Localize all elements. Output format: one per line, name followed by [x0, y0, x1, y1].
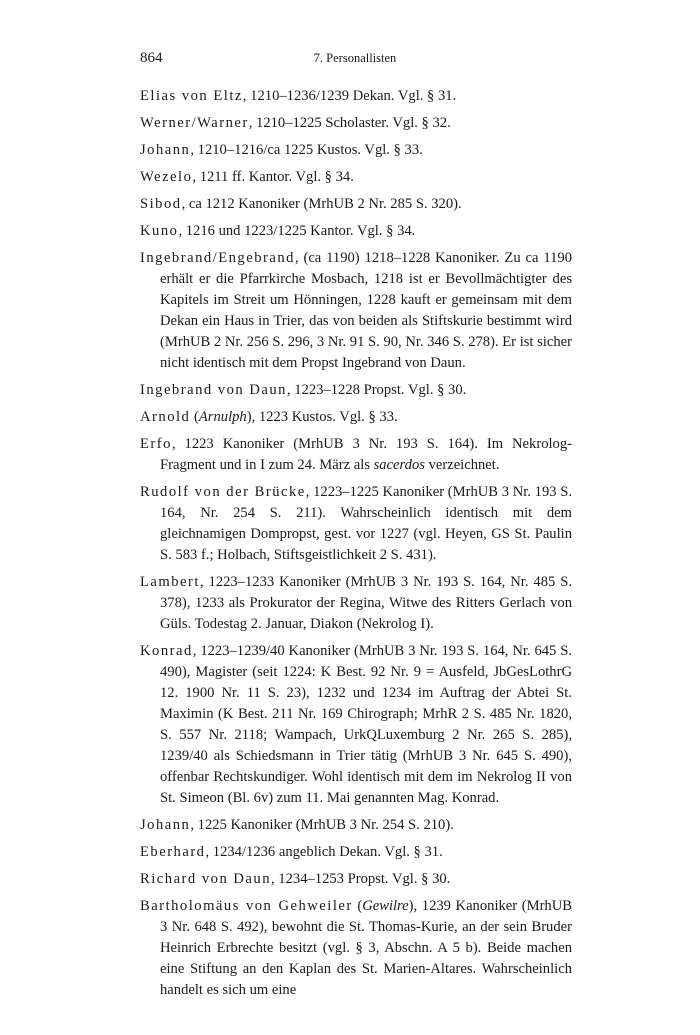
entry-name: Werner/Warner	[140, 115, 249, 131]
entry-text: , 1211 ff. Kantor. Vgl. § 34.	[192, 169, 354, 185]
entry-text: ), 1239 Kanoniker (MrhUB 3 Nr. 648 S. 492), bewohnt die St. Thomas-Kurie, an der sein Bruder Heinrich Erbrechte besitzt (vgl. § 3, Abschn. A 5 b). Beide machen eine Stiftung an den Kaplan des St. Marien-Altares. Wahrscheinlich handelt es sich um eine	[160, 898, 572, 998]
list-entry	[140, 482, 572, 566]
entry-text: , 1223–1233 Kanoniker (MrhUB 3 Nr. 193 S. 164, Nr. 485 S. 378), 1233 als Prokurator der Regina, Witwe des Ritters Gerlach von Güls. Todestag 2. Januar, Diakon (Nekrolog I).	[160, 574, 572, 632]
list-entry	[140, 869, 572, 890]
list-entry	[140, 815, 572, 836]
entry-name: Elias von Eltz	[140, 88, 243, 104]
entry-name: Arnold	[140, 409, 191, 425]
entry-text-pre: (	[190, 409, 199, 425]
entry-name: Erfo	[140, 436, 172, 452]
list-entry	[140, 842, 572, 863]
entry-name: Bartholomäus von Gehweiler	[140, 898, 353, 914]
list-entry	[140, 407, 572, 428]
list-entry	[140, 113, 572, 134]
entry-text: , 1225 Kanoniker (MrhUB 3 Nr. 254 S. 210).	[190, 817, 454, 833]
entry-text: , 1210–1236/1239 Dekan. Vgl. § 31.	[242, 88, 457, 104]
entry-name: Lambert	[140, 574, 200, 590]
entry-text: ), 1223 Kustos. Vgl. § 33.	[246, 409, 398, 425]
entry-text: , 1216 und 1223/1225 Kantor. Vgl. § 34.	[178, 223, 416, 239]
entry-text-pre: (	[352, 898, 363, 914]
entry-text-post: verzeichnet.	[424, 457, 500, 473]
list-entry	[140, 248, 572, 374]
list-entry	[140, 140, 572, 161]
entry-name: Ingebrand/Engebrand	[140, 250, 295, 266]
list-entry	[140, 641, 572, 809]
entry-name: Richard von Daun	[140, 871, 271, 887]
list-entry	[140, 434, 572, 476]
entry-text: , 1223–1225 Kanoniker (MrhUB 3 Nr. 193 S. 164, Nr. 254 S. 211). Wahrscheinlich identisch mit dem gleichnamigen Dompropst, gest. vor 1227 (vgl. Heyen, GS St. Paulin S. 583 f.; Holbach, Stiftsgeistlichkeit 2 S. 431).	[160, 484, 572, 563]
list-entry	[140, 572, 572, 635]
entry-text: , 1223–1228 Propst. Vgl. § 30.	[286, 382, 467, 398]
list-entry	[140, 380, 572, 401]
entry-text: , 1223 Kanoniker (MrhUB 3 Nr. 193 S. 164). Im Nekrolog-Fragment und in I zum 24. März als	[160, 436, 572, 473]
entry-text: , ca 1212 Kanoniker (MrhUB 2 Nr. 285 S. 320).	[181, 196, 462, 212]
entry-name: Wezelo	[140, 169, 193, 185]
entry-text: , 1210–1216/ca 1225 Kustos. Vgl. § 33.	[190, 142, 423, 158]
list-entry	[140, 221, 572, 242]
personnel-list	[140, 86, 572, 1007]
entry-italic-variant: Arnulph	[198, 409, 247, 425]
page-number: 864	[140, 50, 163, 66]
entry-name: Johann	[140, 817, 191, 833]
entry-italic-term: sacerdos	[373, 457, 425, 473]
list-entry	[140, 86, 572, 107]
entry-text: , 1234/1236 angeblich Dekan. Vgl. § 31.	[205, 844, 443, 860]
entry-text: , 1210–1225 Scholaster. Vgl. § 32.	[248, 115, 451, 131]
entry-name: Konrad	[140, 643, 193, 659]
list-entry	[140, 896, 572, 1001]
entry-text: , 1223–1239/40 Kanoniker (MrhUB 3 Nr. 193 S. 164, Nr. 645 S. 490), Magister (seit 1224: K Best. 92 Nr. 9 = Ausfeld, JbGesLothrG 12. 1900 Nr. 11 S. 23), 1232 und 1234 im Auftrag der Abtei St. Maximin (K Best. 211 Nr. 169 Chirograph; MrhR 2 S. 485 Nr. 1820, S. 557 Nr. 2118; Wampach, UrkQLuxemburg 2 Nr. 265 S. 285), 1239/40 als Schiedsmann in Trier tätig (MrhUB 3 Nr. 645 S. 490), offenbar Rechtskundiger. Wohl identisch mit dem im Nekrolog II von St. Simeon (Bl. 6v) zum 11. Mai genannten Mag. Konrad.	[160, 643, 572, 806]
running-head	[140, 50, 570, 70]
list-entry	[140, 167, 572, 188]
entry-italic-variant: Gewilre	[362, 898, 409, 914]
entry-text: , 1234–1253 Propst. Vgl. § 30.	[271, 871, 451, 887]
entry-name: Rudolf von der Brücke	[140, 484, 306, 500]
entry-name: Johann	[140, 142, 191, 158]
entry-name: Kuno	[140, 223, 179, 239]
entry-name: Eberhard	[140, 844, 206, 860]
list-entry	[140, 194, 572, 215]
entry-name: Ingebrand von Daun	[140, 382, 287, 398]
section-title: 7. Personallisten	[313, 51, 397, 65]
entry-name: Sibod	[140, 196, 182, 212]
entry-text: , (ca 1190) 1218–1228 Kanoniker. Zu ca 1190 erhält er die Pfarrkirche Mosbach, 1218 ist er Bevollmächtigter des Kapitels im Streit um Hönningen, 1228 kauft er gemeinsam mit dem Dekan ein Haus in Trier, das von beiden als Stiftskurie bestimmt wird (MrhUB 2 Nr. 256 S. 296, 3 Nr. 91 S. 90, Nr. 346 S. 278). Er ist sicher nicht identisch mit dem Propst Ingebrand von Daun.	[160, 250, 572, 371]
